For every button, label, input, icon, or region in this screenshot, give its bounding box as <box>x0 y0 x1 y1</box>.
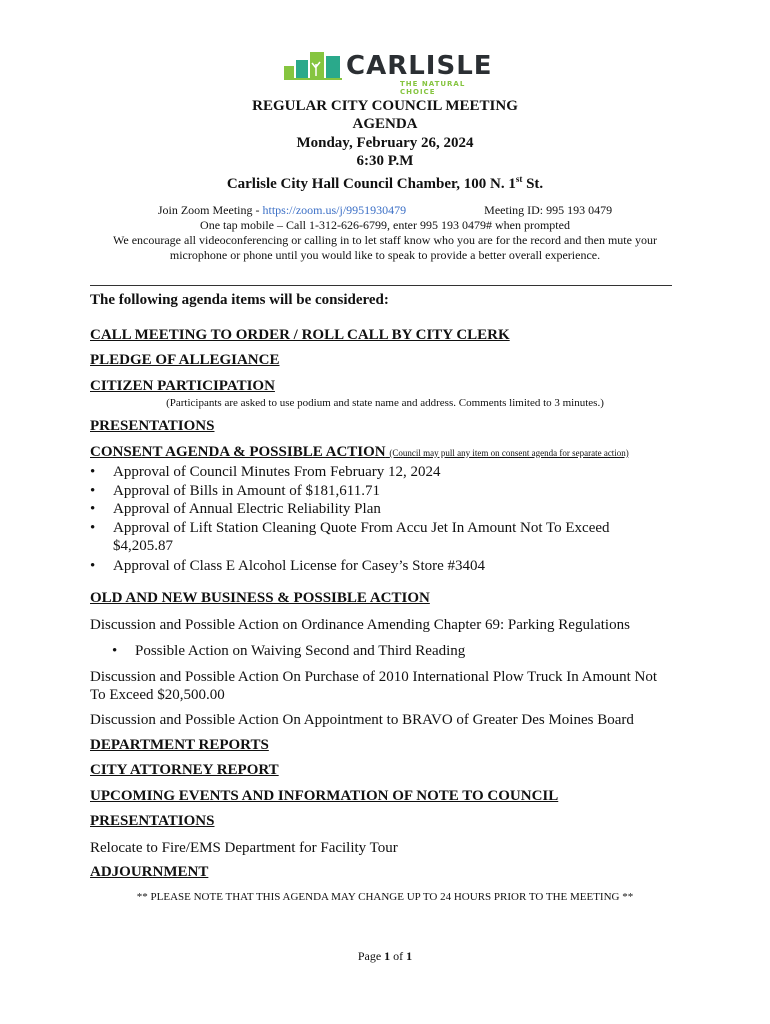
agenda-page: CARLISLE THE NATURAL CHOICE REGULAR CITY COUNCIL MEETING AGENDA Monday, February 26, 2024 6:30 P.M Carlisle City Hall Council Chamber, 100 N. 1st St. Join Zoom Meeting - https://zoom.us/j/9951930479 Meeting ID: 995 193 0479 One tap mobile – Call 1-312-626-6799, enter 995 193 0479# when prompted We encourage all videoconferencing or calling in to let staff know who you are for the record and then mute your microphone or phone until you would like to speak to provide a better overall experience. The following agenda items will be considered: CALL MEETING TO ORDER / ROLL CALL BY CITY CLERK PLEDGE OF ALLEGIANCE CITIZEN PARTICIPATION (Participants are asked to use podium and state name and address. Comments limited to 3 minutes.) PRESENTATIONS CONSENT AGENDA & POSSIBLE ACTION (Council may pull any item on consent agenda for separate action) • Approval of Council Minutes From February 12, 2024 • Approval of Bills in Amount of $181,611.71 • Approval of Annual Electric Reliability Plan • Approval of Lift Station Cleaning Quote From Accu Jet In Amount Not To Exceed $4,205.87 • Approval of Class E Alcohol License for Casey’s Store #3404 OLD AND NEW BUSINESS & POSSIBLE ACTION Discussion and Possible Action on Ordinance Amending Chapter 69: Parking Regulations • Possible Action on Waiving Second and Third Reading Discussion and Possible Action On Purchase of 2010 International Plow Truck In Amount Not To Exceed $20,500.00 Discussion and Possible Action On Appointment to BRAVO of Greater Des Moines Board DEPARTMENT REPORTS CITY ATTORNEY REPORT UPCOMING EVENTS AND INFORMATION OF NOTE TO COUNCIL PRESENTATIONS Relocate to Fire/EMS Department for Facility Tour ADJOURNMENT ** PLEASE NOTE THAT THIS AGENDA MAY CHANGE UP TO 24 HOURS PRIOR TO THE MEETING ** Page 1 of 1 <box>0 0 770 1024</box>
section-presentations-2: PRESENTATIONS <box>90 813 215 829</box>
encourage-line-1: We encourage all videoconferencing or calling in to let staff know who you are for the record and then mute your <box>113 233 657 247</box>
bullet-icon: • <box>90 501 96 517</box>
divider <box>90 285 672 286</box>
one-tap-mobile: One tap mobile – Call 1-312-626-6799, enter 995 193 0479# when prompted <box>200 218 570 232</box>
meeting-date: Monday, February 26, 2024 <box>296 135 474 151</box>
section-citizen-participation: CITIZEN PARTICIPATION <box>90 378 275 394</box>
encourage-line-2: microphone or phone until you would like to speak to provide a better overall experience. <box>169 248 601 262</box>
business-item: Discussion and Possible Action On Appointment to BRAVO of Greater Des Moines Board <box>90 712 634 728</box>
presentation-item: Relocate to Fire/EMS Department for Facility Tour <box>90 840 398 856</box>
carlisle-tree-logo-icon <box>284 50 344 86</box>
section-call-to-order: CALL MEETING TO ORDER / ROLL CALL BY CITY CLERK <box>90 327 510 343</box>
agenda-lead: The following agenda items will be considered: <box>90 292 389 308</box>
meeting-title: REGULAR CITY COUNCIL MEETING <box>252 98 518 114</box>
zoom-join-line: Join Zoom Meeting - https://zoom.us/j/9951930479 Meeting ID: 995 193 0479 <box>157 203 613 217</box>
section-adjournment: ADJOURNMENT <box>90 864 209 880</box>
section-presentations: PRESENTATIONS <box>90 418 215 434</box>
meeting-time: 6:30 P.M <box>356 153 414 169</box>
citizen-note: (Participants are asked to use podium and state name and address. Comments limited to 3 minutes.) <box>166 397 604 409</box>
section-old-new-business: OLD AND NEW BUSINESS & POSSIBLE ACTION <box>90 590 430 606</box>
section-department-reports: DEPARTMENT REPORTS <box>90 737 269 753</box>
logo-tagline: THE NATURAL CHOICE <box>400 80 466 96</box>
logo-wordmark: CARLISLE <box>346 51 493 81</box>
bullet-icon: • <box>90 483 96 499</box>
carlisle-logo <box>284 50 494 96</box>
agenda-heading: AGENDA <box>352 116 418 132</box>
business-item: Discussion and Possible Action on Ordinance Amending Chapter 69: Parking Regulations <box>90 617 630 633</box>
section-pledge: PLEDGE OF ALLEGIANCE <box>90 352 280 368</box>
page-number: Page 1 of 1 <box>357 949 413 963</box>
bullet-icon: • <box>112 643 118 659</box>
bullet-icon: • <box>90 464 96 480</box>
meeting-location: Carlisle City Hall Council Chamber, 100 N. 1st St. <box>226 174 544 192</box>
business-item: Discussion and Possible Action On Purchase of 2010 International Plow Truck In Amount Not To Exceed $20,500.00 <box>90 669 658 703</box>
meeting-id: Meeting ID: 995 193 0479 <box>484 203 613 217</box>
section-city-attorney-report: CITY ATTORNEY REPORT <box>90 762 279 778</box>
bullet-icon: • <box>90 558 96 574</box>
agenda-change-notice: ** PLEASE NOTE THAT THIS AGENDA MAY CHANGE UP TO 24 HOURS PRIOR TO THE MEETING ** <box>136 891 634 903</box>
section-upcoming-events: UPCOMING EVENTS AND INFORMATION OF NOTE TO COUNCIL <box>90 788 559 804</box>
bullet-icon: • <box>90 520 96 536</box>
section-consent-agenda: CONSENT AGENDA & POSSIBLE ACTION (Council may pull any item on consent agenda for separate action) <box>90 444 629 460</box>
consent-note: (Council may pull any item on consent agenda for separate action) <box>389 448 629 458</box>
zoom-link[interactable]: https://zoom.us/j/9951930479 <box>262 203 407 217</box>
